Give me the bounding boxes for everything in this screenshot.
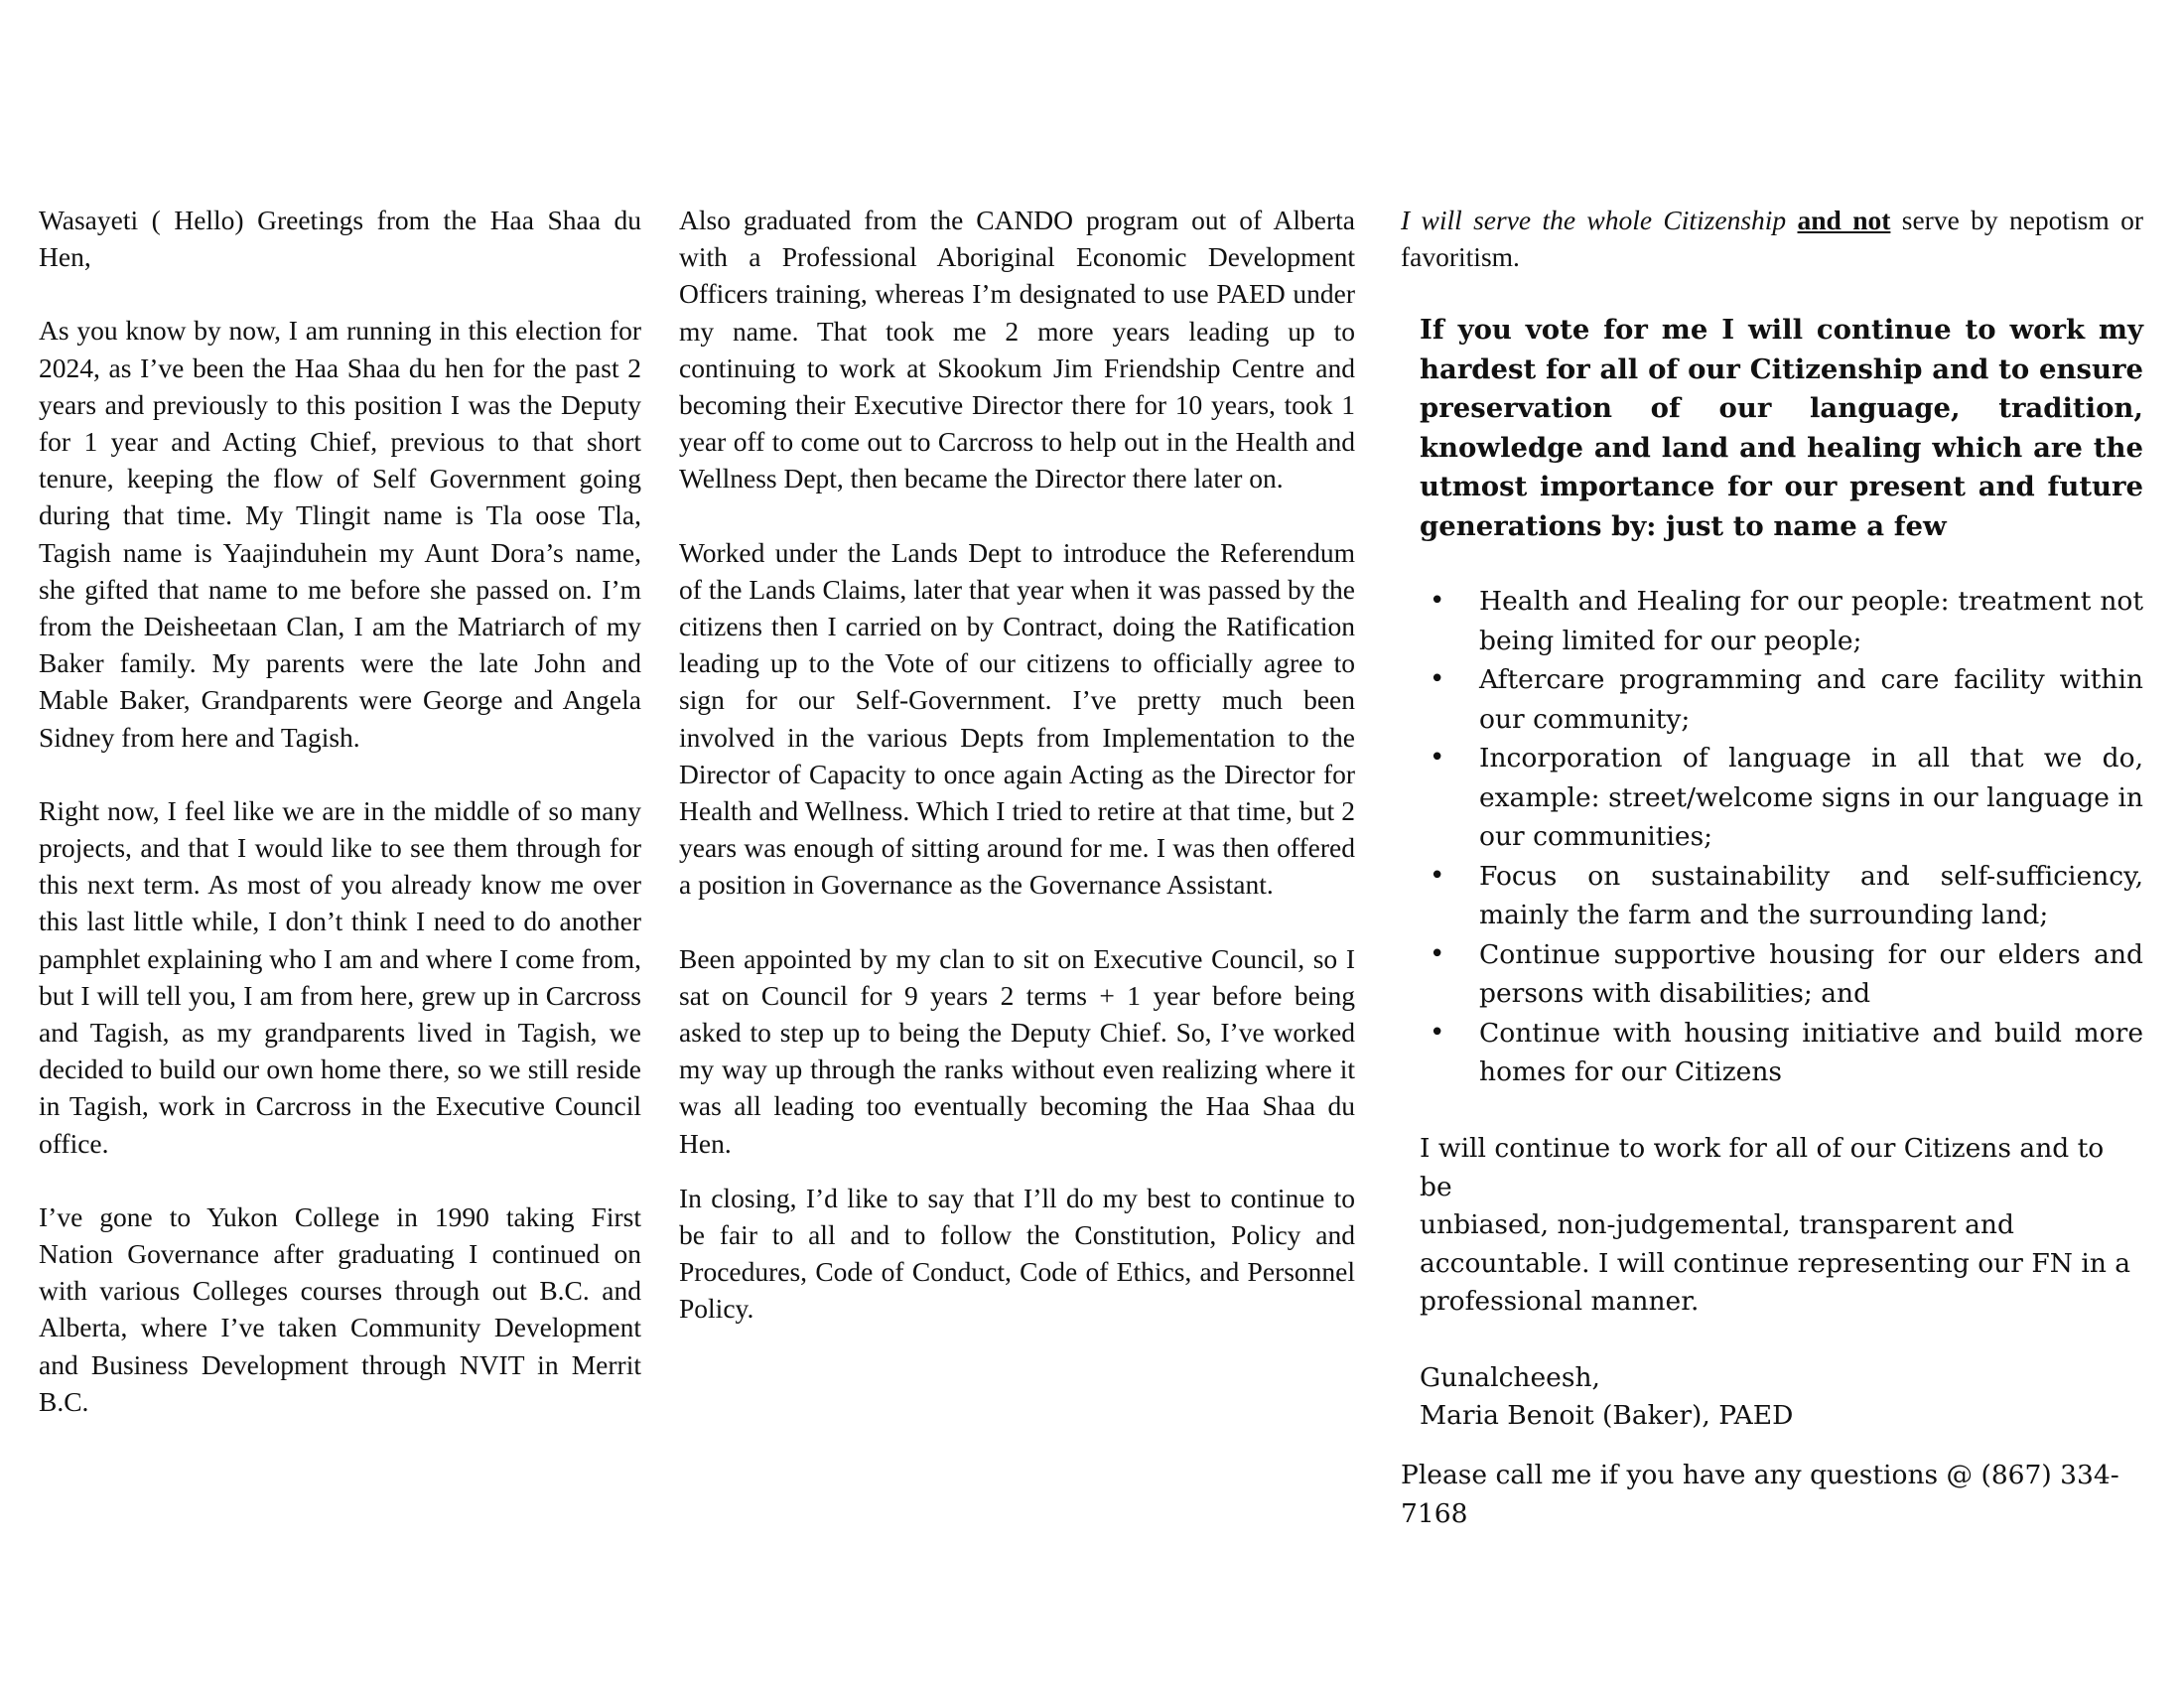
- list-item: • Continue with housing initiative and build more homes for our Citizens: [1420, 1014, 2143, 1092]
- closing-word: Gunalcheesh,: [1420, 1361, 1600, 1393]
- council-paragraph: Been appointed by my clan to sit on Executive Council, so I sat on Council for 9 years 2 terms + 1 year before being asked to step up to being the Deputy Chief. So, I’ve worked my way up through the ranks without even realizing where it was all leading too eventually becoming the Haa Shaa du Hen.: [679, 942, 1355, 1159]
- cando-paragraph: Also graduated from the CANDO program out of Alberta with a Professional Aboriginal Economic Development Officers training, whereas I’m designated to use PAED under my name. That took me 2 more years leading up to continuing to work at Skookum Jim Friendship Centre and becoming their Executive Director there for 10 years, took 1 year off to come out to Carcross to help out in the Health and Wellness Dept, then became the Director there later on.: [679, 205, 1355, 494]
- priority-list: [1401, 582, 2143, 1092]
- serve-statement-underlined: and not: [1797, 205, 1891, 235]
- serve-statement: [1401, 202, 2143, 275]
- bullet-icon: •: [1430, 664, 1445, 695]
- lands-paragraph: Worked under the Lands Dept to introduce the Referendum of the Lands Claims, later that year when it was passed by the citizens then I carried on by Contract, doing the Ratification leading up to the Vote of our citizens to officially agree to sign for our Self-Government. I’ve pretty much been involved in the various Depts from Implementation to the Director of Capacity to once again Acting as the Director for Health and Wellness. Which I tried to retire at that time, but 2 years was enough of sitting around for me. I was then offered a position in Governance as the Governance Assistant.: [679, 536, 1355, 901]
- bullet-icon: •: [1430, 1017, 1445, 1048]
- column-left: [39, 202, 641, 1420]
- list-item: • Aftercare programming and care facility within our community;: [1420, 660, 2143, 739]
- list-item: • Continue supportive housing for our elders and persons with disabilities; and: [1420, 935, 2143, 1014]
- list-item: • Incorporation of language in all that we do, example: street/welcome signs in our language in our communities;: [1420, 739, 2143, 857]
- bullet-icon: •: [1430, 743, 1445, 774]
- contact-line: Please call me if you have any questions @ (867) 334-7168: [1401, 1460, 2119, 1529]
- education-paragraph: I’ve gone to Yukon College in 1990 taking First Nation Governance after graduating I continued on with various Colleges courses through out B.C. and Alberta, where I’ve taken Community Development and Business Development through NVIT in Merrit B.C.: [39, 1200, 641, 1417]
- bullet-icon: •: [1430, 938, 1445, 969]
- closing-paragraph: In closing, I’d like to say that I’ll do my best to continue to be fair to all and to follow the Constitution, Policy and Procedures, Code of Conduct, Code of Ethics, and Personnel Policy.: [679, 1182, 1355, 1325]
- intro-paragraph: As you know by now, I am running in this election for 2024, as I’ve been the Haa Shaa du hen for the past 2 years and previously to this position I was the Deputy for 1 year and Acting Chief, previous to that short tenure, keeping the flow of Self Government going during that time. My Tlingit name is Tla oose Tla, Tagish name is Yaajinduhein my Aunt Dora’s name, she gifted that name to me before she passed on. I’m from the Deisheetaan Clan, I am the Matriarch of my Baker family. My parents were the late John and Mable Baker, Grandparents were George and Angela Sidney from here and Tagish.: [39, 315, 641, 753]
- column-right: [1401, 202, 2143, 1533]
- serve-statement-italic: I will serve the whole Citizenship: [1401, 205, 1787, 235]
- vote-statement: If you vote for me I will continue to work my hardest for all of our Citizenship and to ensure preservation of our language, tradition, knowledge and land and healing which are the utmost importance for our present and future generations by: just to name a few: [1420, 314, 2143, 542]
- list-item: • Health and Healing for our people: treatment not being limited for our people;: [1420, 582, 2143, 660]
- projects-paragraph: Right now, I feel like we are in the middle of so many projects, and that I would like to see them through for this next term. As most of you already know me over this last little while, I don’t think I need to do another pamphlet explaining who I am and where I come from, but I will tell you, I am from here, grew up in Carcross and Tagish, as my grandparents lived in Tagish, we decided to build our own home there, so we still reside in Tagish, work in Carcross in the Executive Council office.: [39, 794, 641, 1159]
- bullet-icon: •: [1430, 586, 1445, 617]
- list-item: • Focus on sustainability and self-sufficiency, mainly the farm and the surrounding land;: [1420, 857, 2143, 935]
- commitment-paragraph: I will continue to work for all of our Citizens and to be unbiased, non-judgemental, transparent and accountable. I will continue representing our FN in a professional manner.: [1420, 1132, 2131, 1318]
- bullet-icon: •: [1430, 860, 1445, 891]
- column-middle: [679, 202, 1355, 1328]
- serve-statement-rest: serve by nepotism or favoritism.: [1401, 205, 2144, 273]
- signature-block: [1401, 1359, 2143, 1436]
- signature-name: Maria Benoit (Baker), PAED: [1420, 1400, 1794, 1432]
- greeting-paragraph: Wasayeti ( Hello) Greetings from the Haa Shaa du Hen,: [39, 205, 641, 273]
